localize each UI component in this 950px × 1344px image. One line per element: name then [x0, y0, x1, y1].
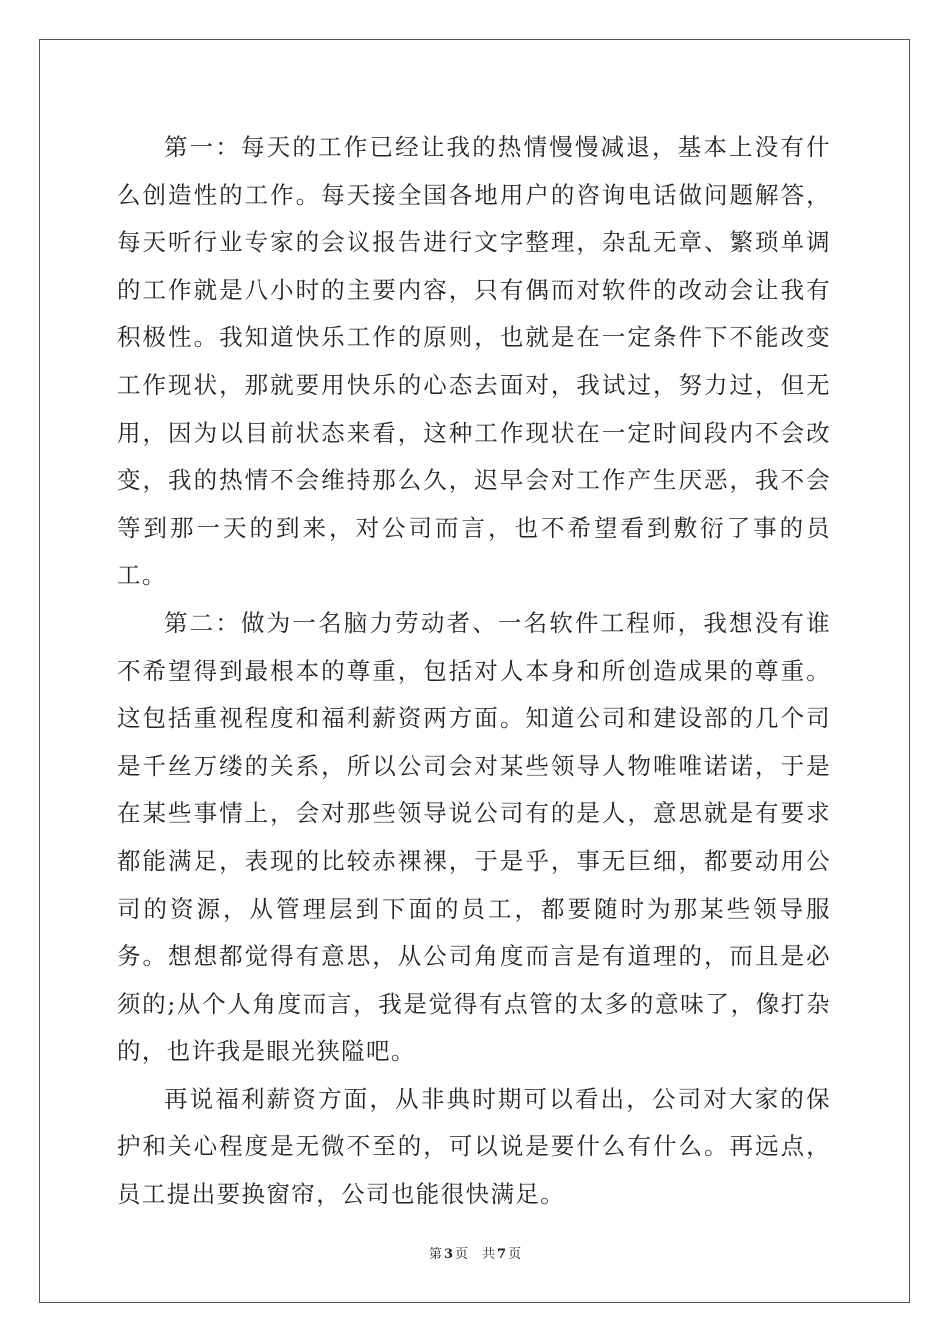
paragraph-1: 第一：每天的工作已经让我的热情慢慢减退，基本上没有什么创造性的工作。每天接全国各地用户的咨询电话做问题解答，每天听行业专家的会议报告进行文字整理，杂乱无章、繁琐单调的工作就是八小时的主要内容，只有偶而对软件的改动会让我有积极性。我知道快乐工作的原则，也就是在一定条件下不能改变工作现状，那就要用快乐的心态去面对，我试过，努力过，但无用，因为以目前状态来看，这种工作现状在一定时间段内不会改变，我的热情不会维持那么久，迟早会对工作产生厌恶，我不会等到那一天的到来，对公司而言，也不希望看到敷衍了事的员工。 [117, 133, 831, 590]
current-page-number: 3 [443, 1247, 453, 1262]
paragraph-3: 再说福利薪资方面，从非典时期可以看出，公司对大家的保护和关心程度是无微不至的，可以说是要什么有什么。再远点，员工提出要换窗帘，公司也能很快满足。 [117, 1084, 831, 1209]
paragraph-2: 第二：做为一名脑力劳动者、一名软件工程师，我想没有谁不希望得到最根本的尊重，包括对人本身和所创造成果的尊重。这包括重视程度和福利薪资两方面。知道公司和建设部的几个司是千丝万缕的关系，所以公司会对某些领导人物唯唯诺诺，于是在某些事情上，会对那些领导说公司有的是人，意思就是有要求都能满足，表现的比较赤裸裸，于是乎，事无巨细，都要动用公司的资源，从管理层到下面的员工，都要随时为那某些领导服务。想想都觉得有意思，从公司角度而言是有道理的，而且是必须的;从个人角度而言，我是觉得有点管的太多的意味了，像打杂的，也许我是眼光狭隘吧。 [117, 608, 831, 1066]
total-prefix: 共 [482, 1247, 496, 1262]
page-prefix: 第 [428, 1247, 442, 1262]
page-footer [0, 1246, 950, 1264]
total-suffix: 页 [508, 1247, 522, 1262]
document-body [117, 124, 831, 1219]
page-suffix: 页 [454, 1247, 468, 1262]
total-page-count: 7 [497, 1247, 507, 1262]
